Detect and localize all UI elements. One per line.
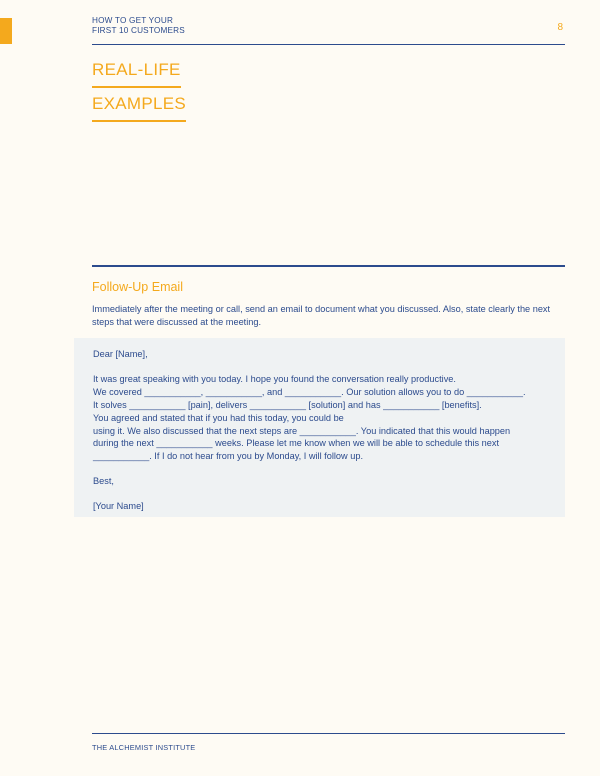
email-body-line: You agreed and stated that if you had this today, you could be: [93, 412, 344, 423]
section-title-line-1: REAL-LIFE: [92, 54, 181, 88]
document-title: [92, 16, 185, 36]
page-header: [92, 16, 565, 45]
footer-text: THE ALCHEMIST INSTITUTE: [92, 743, 196, 752]
email-body-line: ___________. If I do not hear from you by Monday, I will follow up.: [93, 451, 363, 462]
email-greeting: Dear [Name],: [93, 349, 148, 359]
email-template-text: [93, 348, 553, 513]
page-tab-marker: [0, 18, 12, 44]
section-title-line-2: EXAMPLES: [92, 88, 186, 122]
email-body-line: during the next ___________ weeks. Please let me know when we will be able to schedule this next: [93, 438, 500, 449]
email-signature: [Your Name]: [93, 501, 144, 512]
document-title-line-2: FIRST 10 CUSTOMERS: [92, 26, 185, 35]
follow-up-heading: Follow-Up Email: [92, 280, 183, 294]
section-divider: [92, 265, 565, 267]
page-number: 8: [557, 22, 563, 33]
email-body-line: It solves ___________ [pain], delivers ___________ [solution] and has ___________ [benefits].: [93, 399, 482, 410]
footer-divider: [92, 733, 565, 734]
email-template-box: [74, 338, 565, 517]
document-title-line-1: HOW TO GET YOUR: [92, 16, 174, 25]
email-body-line: We covered ___________, ___________, and ___________. Our solution allows you to do ___________.: [93, 386, 526, 397]
section-title: [92, 54, 186, 122]
email-closing: Best,: [93, 476, 114, 487]
email-body-line: It was great speaking with you today. I hope you found the conversation really productive.: [93, 373, 456, 384]
email-body-line: using it. We also discussed that the next steps are ___________. You indicated that this would happen: [93, 425, 511, 436]
follow-up-intro: Immediately after the meeting or call, send an email to document what you discussed. Also, state clearly the next steps that were discussed at the meeting.: [92, 304, 551, 328]
